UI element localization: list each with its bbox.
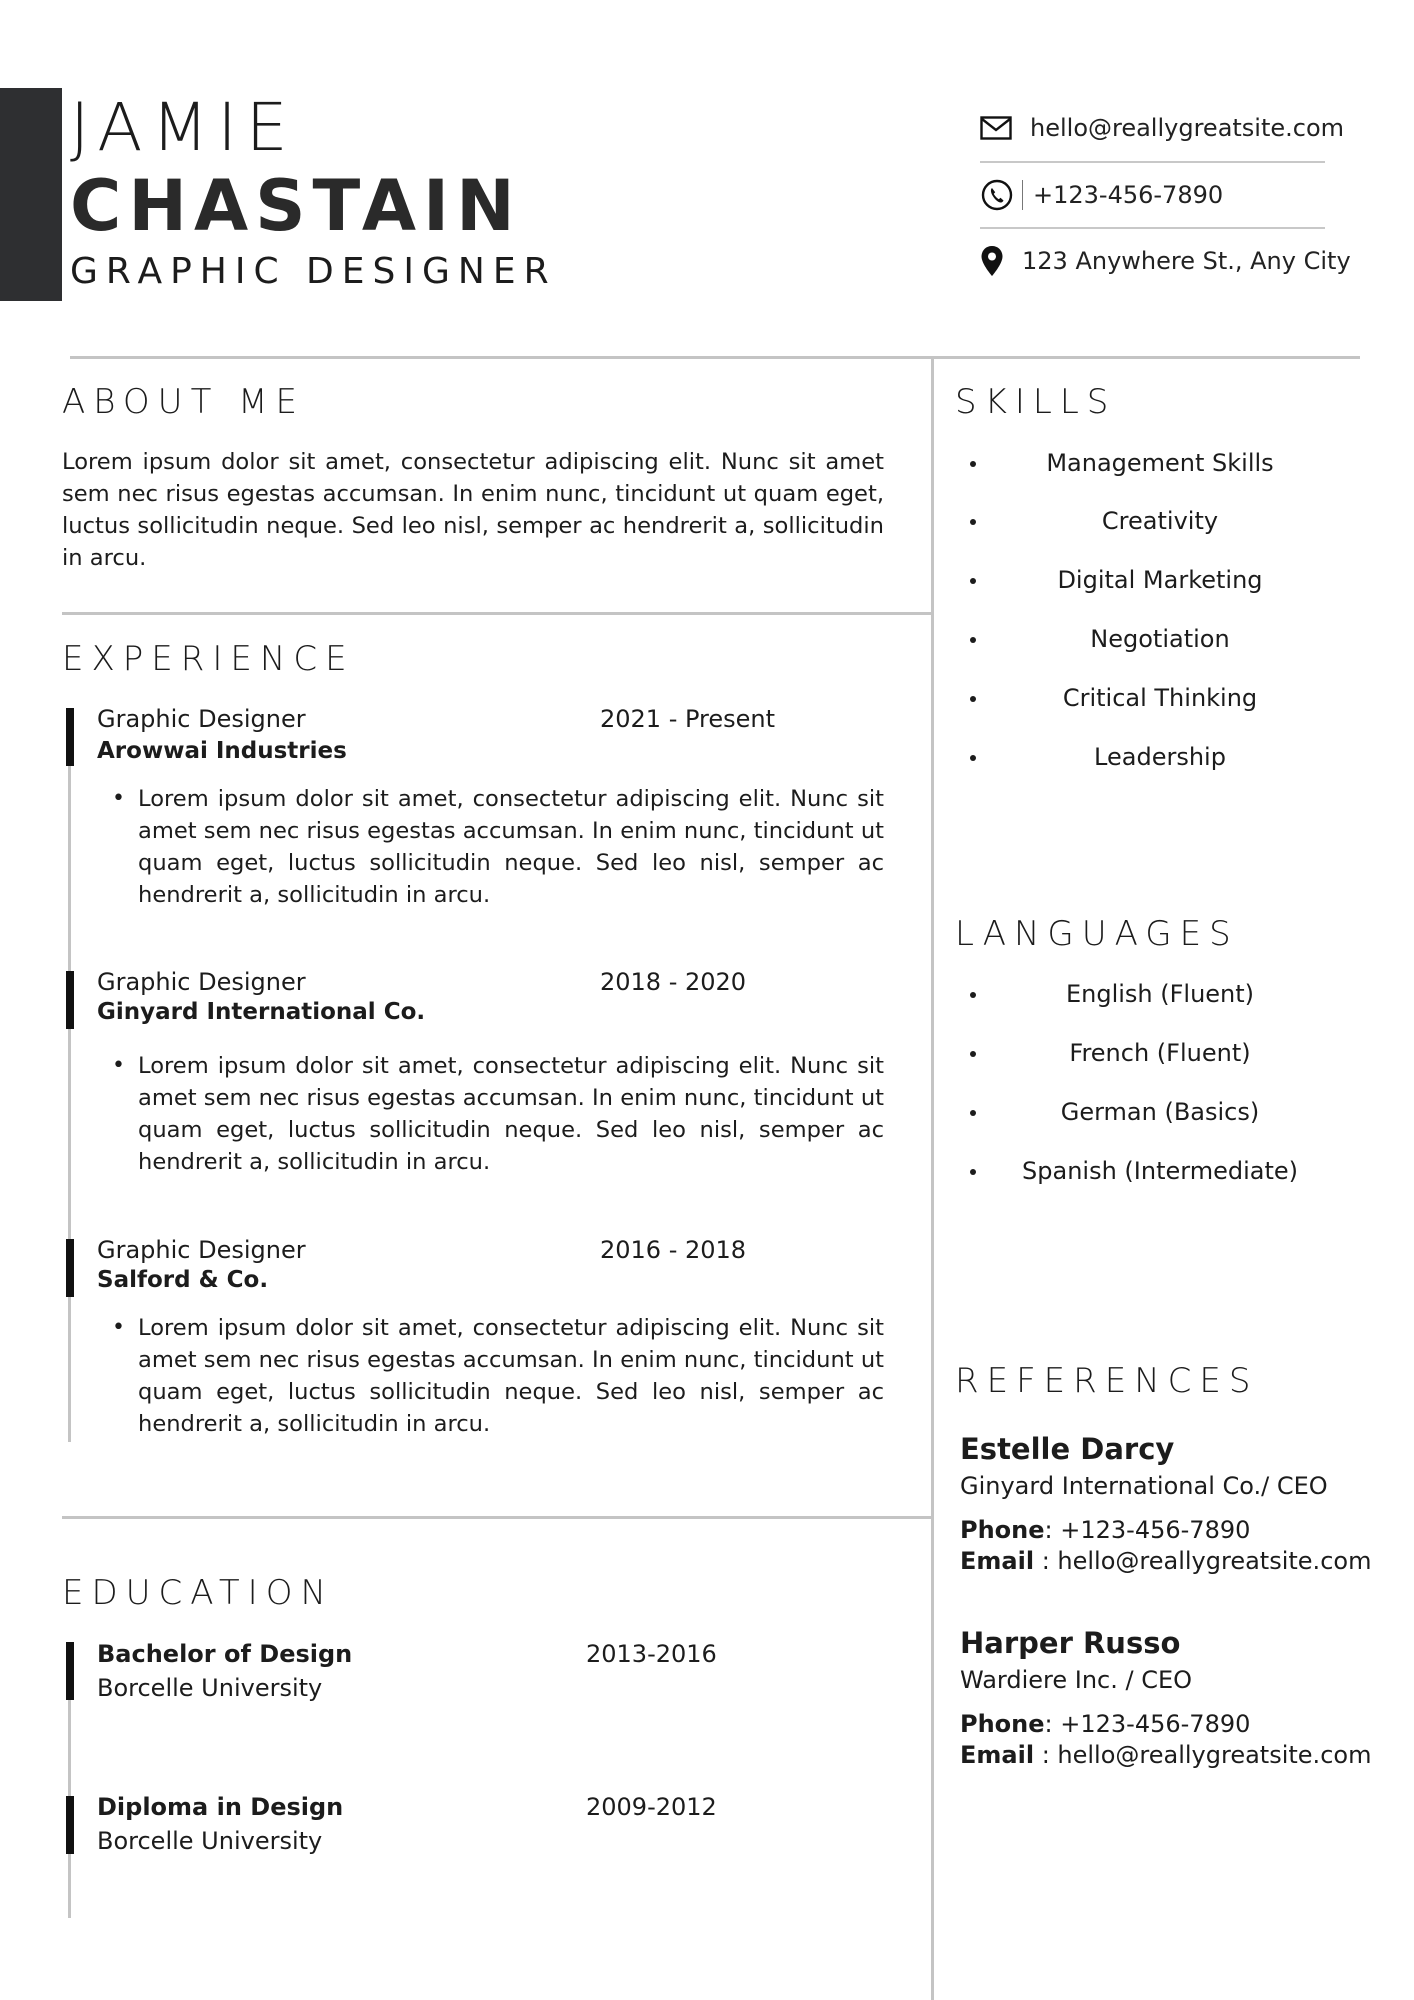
experience-description: Lorem ipsum dolor sit amet, consectetur adipiscing elit. Nunc sit amet sem nec risus egestas accumsan. In enim nunc, tincidunt ut quam eget, luctus sollicitudin neque. Sed leo nisl, semper ac hendrerit a, sollicitudin in arcu. — [138, 1315, 884, 1437]
education-title: EDUCATION — [62, 1573, 334, 1613]
skill-item — [960, 678, 1330, 718]
reference-name: Harper Russo — [960, 1626, 1181, 1660]
contact-phone-text: +123-456-7890 — [1033, 181, 1224, 209]
experience-description: Lorem ipsum dolor sit amet, consectetur adipiscing elit. Nunc sit amet sem nec risus egestas accumsan. In enim nunc, tincidunt ut quam eget, luctus sollicitudin neque. Sed leo nisl, semper ac hendrerit a, sollicitudin in arcu. — [138, 786, 884, 908]
reference-org: Ginyard International Co./ CEO — [960, 1472, 1328, 1500]
skill-item — [960, 443, 1330, 483]
skill-item — [960, 501, 1330, 541]
contact-email[interactable] — [980, 108, 1345, 148]
reference-phone-value[interactable]: +123-456-7890 — [1060, 1710, 1251, 1738]
reference-email — [960, 1546, 1371, 1577]
label-colon: : — [1044, 1516, 1061, 1544]
label-colon: : — [1044, 1710, 1061, 1738]
skill-item — [960, 737, 1330, 777]
experience-dates: 2021 - Present — [600, 705, 776, 733]
bullet — [970, 578, 976, 584]
bullet: • — [112, 1315, 125, 1340]
skill-label: Negotiation — [1090, 625, 1230, 653]
location-pin-icon — [980, 244, 1004, 278]
skill-label: Creativity — [1101, 507, 1219, 535]
timeline-marker — [66, 1796, 74, 1854]
bullet: • — [112, 1053, 125, 1078]
bullet — [970, 1051, 976, 1057]
skill-label: Critical Thinking — [1062, 684, 1258, 712]
bullet — [970, 755, 976, 761]
experience-role: Graphic Designer — [97, 705, 306, 733]
language-item — [960, 1151, 1330, 1191]
timeline-marker — [66, 1239, 74, 1297]
skills-title: SKILLS — [955, 382, 1117, 422]
education-dates: 2009-2012 — [586, 1793, 717, 1821]
reference-email — [960, 1740, 1371, 1771]
experience-description: Lorem ipsum dolor sit amet, consectetur adipiscing elit. Nunc sit amet sem nec risus egestas accumsan. In enim nunc, tincidunt ut quam eget, luctus sollicitudin neque. Sed leo nisl, semper ac hendrerit a, sollicitudin in arcu. — [138, 1053, 884, 1175]
timeline-marker — [66, 971, 74, 1029]
reference-email-value[interactable]: hello@reallygreatsite.com — [1057, 1547, 1372, 1575]
contact-email-text: hello@reallygreatsite.com — [1030, 114, 1345, 142]
education-school: Borcelle University — [97, 1674, 323, 1702]
email-label: Email — [960, 1741, 1035, 1769]
reference-email-value[interactable]: hello@reallygreatsite.com — [1057, 1741, 1372, 1769]
phone-icon — [980, 178, 1014, 212]
label-colon: : — [1034, 1741, 1058, 1769]
language-label: French (Fluent) — [1069, 1039, 1251, 1067]
contact-divider — [980, 227, 1325, 229]
reference-org: Wardiere Inc. / CEO — [960, 1666, 1193, 1694]
header-divider — [70, 356, 1360, 359]
skill-item — [960, 560, 1330, 600]
first-name: JAMIE — [70, 89, 297, 166]
timeline-marker — [66, 1642, 74, 1700]
experience-company: Ginyard International Co. — [97, 999, 426, 1025]
language-item — [960, 1092, 1330, 1132]
experience-role: Graphic Designer — [97, 1236, 306, 1264]
bullet — [970, 1110, 976, 1116]
contact-separator — [1022, 180, 1023, 210]
phone-label: Phone — [960, 1516, 1045, 1544]
reference-phone — [960, 1709, 1250, 1740]
email-label: Email — [960, 1547, 1035, 1575]
envelope-icon — [980, 111, 1012, 145]
experience-timeline — [68, 708, 71, 1442]
bullet — [970, 696, 976, 702]
experience-divider — [62, 1516, 932, 1519]
bullet — [970, 637, 976, 643]
experience-dates: 2016 - 2018 — [600, 1236, 747, 1264]
skill-label: Leadership — [1094, 743, 1226, 771]
header-accent-bar — [0, 88, 62, 301]
reference-phone-value[interactable]: +123-456-7890 — [1060, 1516, 1251, 1544]
about-divider — [62, 612, 932, 615]
contact-divider — [980, 161, 1325, 163]
education-school: Borcelle University — [97, 1827, 323, 1855]
language-label: Spanish (Intermediate) — [1022, 1157, 1298, 1185]
experience-title: EXPERIENCE — [62, 639, 355, 679]
contact-address-text: 123 Anywhere St., Any City — [1022, 247, 1351, 275]
education-degree: Diploma in Design — [97, 1793, 344, 1821]
language-label: English (Fluent) — [1065, 980, 1255, 1008]
job-title: GRAPHIC DESIGNER — [70, 251, 557, 292]
column-divider — [931, 359, 934, 2000]
education-degree: Bachelor of Design — [97, 1640, 353, 1668]
bullet — [970, 519, 976, 525]
contact-phone[interactable] — [980, 175, 1325, 215]
references-title: REFERENCES — [955, 1361, 1259, 1401]
reference-name: Estelle Darcy — [960, 1432, 1175, 1466]
language-label: German (Basics) — [1060, 1098, 1260, 1126]
languages-title: LANGUAGES — [955, 914, 1239, 954]
phone-label: Phone — [960, 1710, 1045, 1738]
contact-address[interactable] — [980, 241, 1351, 281]
skill-label: Management Skills — [1046, 449, 1274, 477]
bullet: • — [112, 786, 125, 811]
skill-item — [960, 619, 1330, 659]
language-item — [960, 974, 1330, 1014]
experience-dates: 2018 - 2020 — [600, 968, 747, 996]
experience-company: Salford & Co. — [97, 1267, 269, 1293]
label-colon: : — [1034, 1547, 1058, 1575]
education-dates: 2013-2016 — [586, 1640, 717, 1668]
experience-company: Arowwai Industries — [97, 738, 347, 764]
about-body: Lorem ipsum dolor sit amet, consectetur adipiscing elit. Nunc sit amet sem nec risus egestas accumsan. In enim nunc, tincidunt ut quam eget, luctus sollicitudin neque. Sed leo nisl, semper ac hendrerit a, sollicitudin in arcu. — [62, 449, 884, 571]
language-item — [960, 1033, 1330, 1073]
experience-role: Graphic Designer — [97, 968, 306, 996]
bullet — [970, 992, 976, 998]
bullet — [970, 1169, 976, 1175]
last-name: CHASTAIN — [70, 165, 522, 247]
bullet — [970, 461, 976, 467]
skill-label: Digital Marketing — [1057, 566, 1263, 594]
about-title: ABOUT ME — [62, 382, 305, 422]
reference-phone — [960, 1515, 1250, 1546]
timeline-marker — [66, 708, 74, 766]
